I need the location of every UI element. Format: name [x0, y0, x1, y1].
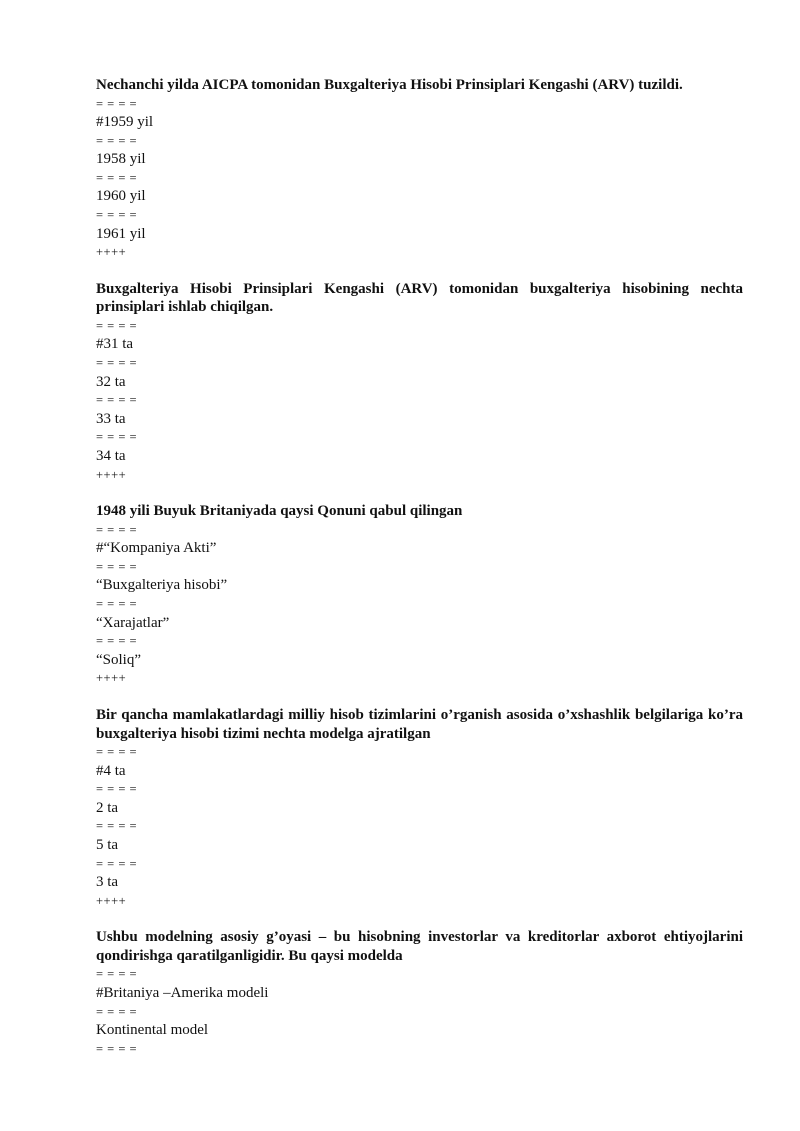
option: 2 ta — [96, 799, 119, 816]
question-text: Bir qancha mamlakatlardagi milliy hisob tizimlarini o’rganish asosida o’xshashlik belgilariga ko’ra buxgalteriya hisobi tizimi nechta modelga ajratilgan — [96, 707, 743, 742]
option-correct: #Britaniya –Amerika modeli — [96, 984, 269, 1001]
option: 3 ta — [96, 874, 119, 891]
option: 32 ta — [96, 373, 126, 390]
option-separator: = = = = — [96, 745, 138, 760]
option-separator: = = = = — [96, 634, 138, 649]
option: 1961 yil — [96, 225, 146, 242]
option: 1958 yil — [96, 151, 146, 168]
question-end-marker: ++++ — [96, 671, 127, 686]
question-text: Nechanchi yilda AICPA tomonidan Buxgalteriya Hisobi Prinsiplari Kengashi (ARV) tuzildi. — [96, 77, 683, 93]
option: “Xarajatlar” — [96, 614, 170, 631]
option-separator: = = = = — [96, 318, 138, 333]
option: Kontinental model — [96, 1022, 209, 1039]
option-separator: = = = = — [96, 208, 138, 223]
question-block — [96, 502, 743, 688]
option-separator: = = = = — [96, 782, 138, 797]
option-separator: = = = = — [96, 96, 138, 111]
option-separator: = = = = — [96, 133, 138, 148]
option: 33 ta — [96, 410, 126, 427]
question-text: Buxgalteriya Hisobi Prinsiplari Kengashi (ARV) tomonidan buxgalteriya hisobining nechta prinsiplari ishlab chiqilgan. — [96, 280, 743, 316]
option-separator: = = = = — [96, 856, 138, 871]
question-block — [96, 928, 743, 1058]
question-end-marker: ++++ — [96, 893, 127, 908]
option-correct: #31 ta — [96, 336, 134, 353]
option-separator: = = = = — [96, 170, 138, 185]
option-separator: = = = = — [96, 356, 138, 371]
option-correct: #“Kompaniya Akti” — [96, 540, 217, 557]
option-separator: = = = = — [96, 597, 138, 612]
option-separator: = = = = — [96, 1041, 138, 1056]
question-block — [96, 706, 743, 910]
option-separator: = = = = — [96, 819, 138, 834]
option-correct: #4 ta — [96, 762, 126, 779]
option-correct: #1959 yil — [96, 114, 154, 131]
option-separator: = = = = — [96, 522, 138, 537]
question-end-marker: ++++ — [96, 467, 127, 482]
option: 34 ta — [96, 448, 126, 464]
option-separator: = = = = — [96, 1004, 138, 1019]
question-text: Ushbu modelning asosiy g’oyasi – bu hisobning investorlar va kreditorlar axborot ehtiyojlarini qondirishga qaratilganligidir. Bu qaysi modelda — [96, 929, 743, 964]
option-separator: = = = = — [96, 393, 138, 408]
option: “Soliq” — [96, 651, 141, 668]
option-separator: = = = = — [96, 967, 138, 982]
option-separator: = = = = — [96, 559, 138, 574]
option: “Buxgalteriya hisobi” — [96, 577, 228, 594]
option-separator: = = = = — [96, 430, 138, 445]
question-block — [96, 280, 743, 484]
option: 1960 yil — [96, 188, 146, 205]
option: 5 ta — [96, 837, 119, 853]
question-end-marker: ++++ — [96, 245, 127, 260]
question-block — [96, 76, 743, 262]
question-text: 1948 yili Buyuk Britaniyada qaysi Qonuni qabul qilingan — [96, 503, 463, 520]
